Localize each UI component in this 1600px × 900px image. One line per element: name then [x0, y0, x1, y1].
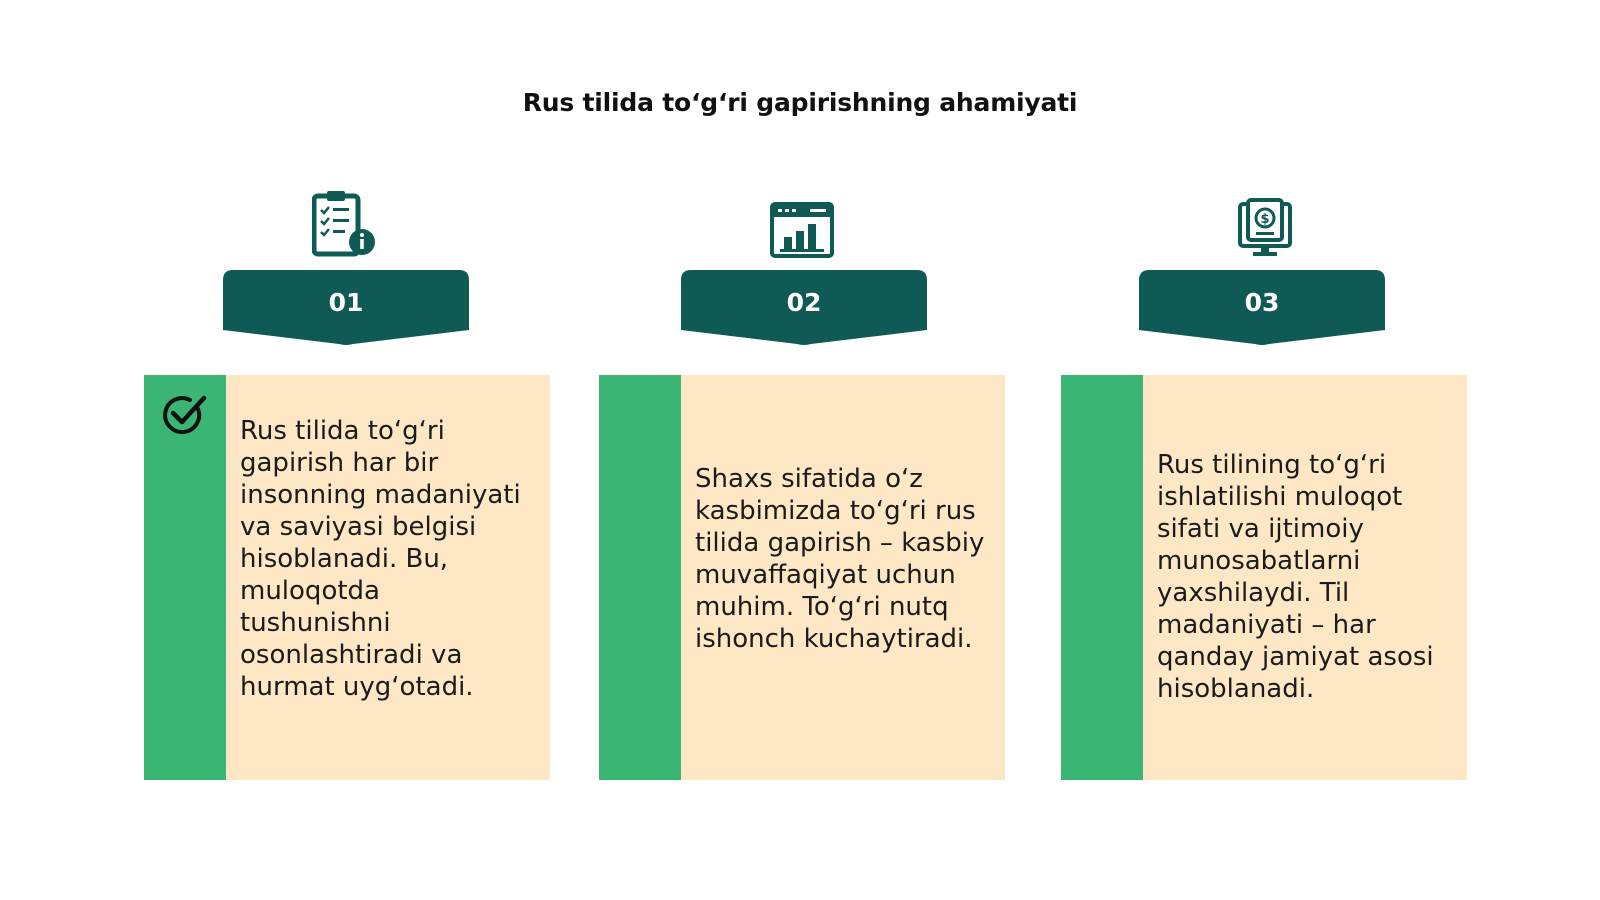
- step-number: 01: [328, 288, 364, 317]
- text-panel: [1143, 375, 1467, 780]
- check-circle-icon: [162, 393, 208, 441]
- description-text: Shaxs sifatida o‘z kasbimizda to‘g‘ri rus tilida gapirish – kasbiy muvaffaqiyat uchun muhim. To‘g‘ri nutq ishonch kuchaytiradi.: [695, 464, 985, 654]
- step-tab-02: [681, 270, 927, 346]
- page-title: Rus tilida to‘g‘ri gapirishning ahamiyati: [522, 88, 1078, 117]
- accent-bar: [1061, 375, 1143, 780]
- accent-bar: [144, 375, 226, 780]
- svg-text:$: $: [1260, 212, 1270, 227]
- step-tab-01: [223, 270, 469, 346]
- monitor-dollar-icon: [1238, 198, 1292, 262]
- step-number: 02: [786, 288, 822, 317]
- browser-bar-chart-icon: [770, 202, 834, 262]
- text-panel: [681, 375, 1005, 780]
- description-text: Rus tilida to‘g‘ri gapirish har bir insonning madaniyati va saviyasi belgisi hisoblanadi. Bu, muloqotda tushunishni osonlashtiradi va hurmat uyg‘otadi.: [240, 416, 521, 702]
- text-panel: [226, 375, 550, 780]
- description-text: Rus tilining to‘g‘ri ishlatilishi muloqot sifati va ijtimoiy munosabatlarni yaxshilaydi. Til madaniyati – har qanday jamiyat asosi hisoblanadi.: [1157, 450, 1434, 704]
- clipboard-checklist-info-icon: [312, 190, 378, 262]
- step-tab-03: [1139, 270, 1385, 346]
- accent-bar: [599, 375, 681, 780]
- step-number: 03: [1244, 288, 1280, 317]
